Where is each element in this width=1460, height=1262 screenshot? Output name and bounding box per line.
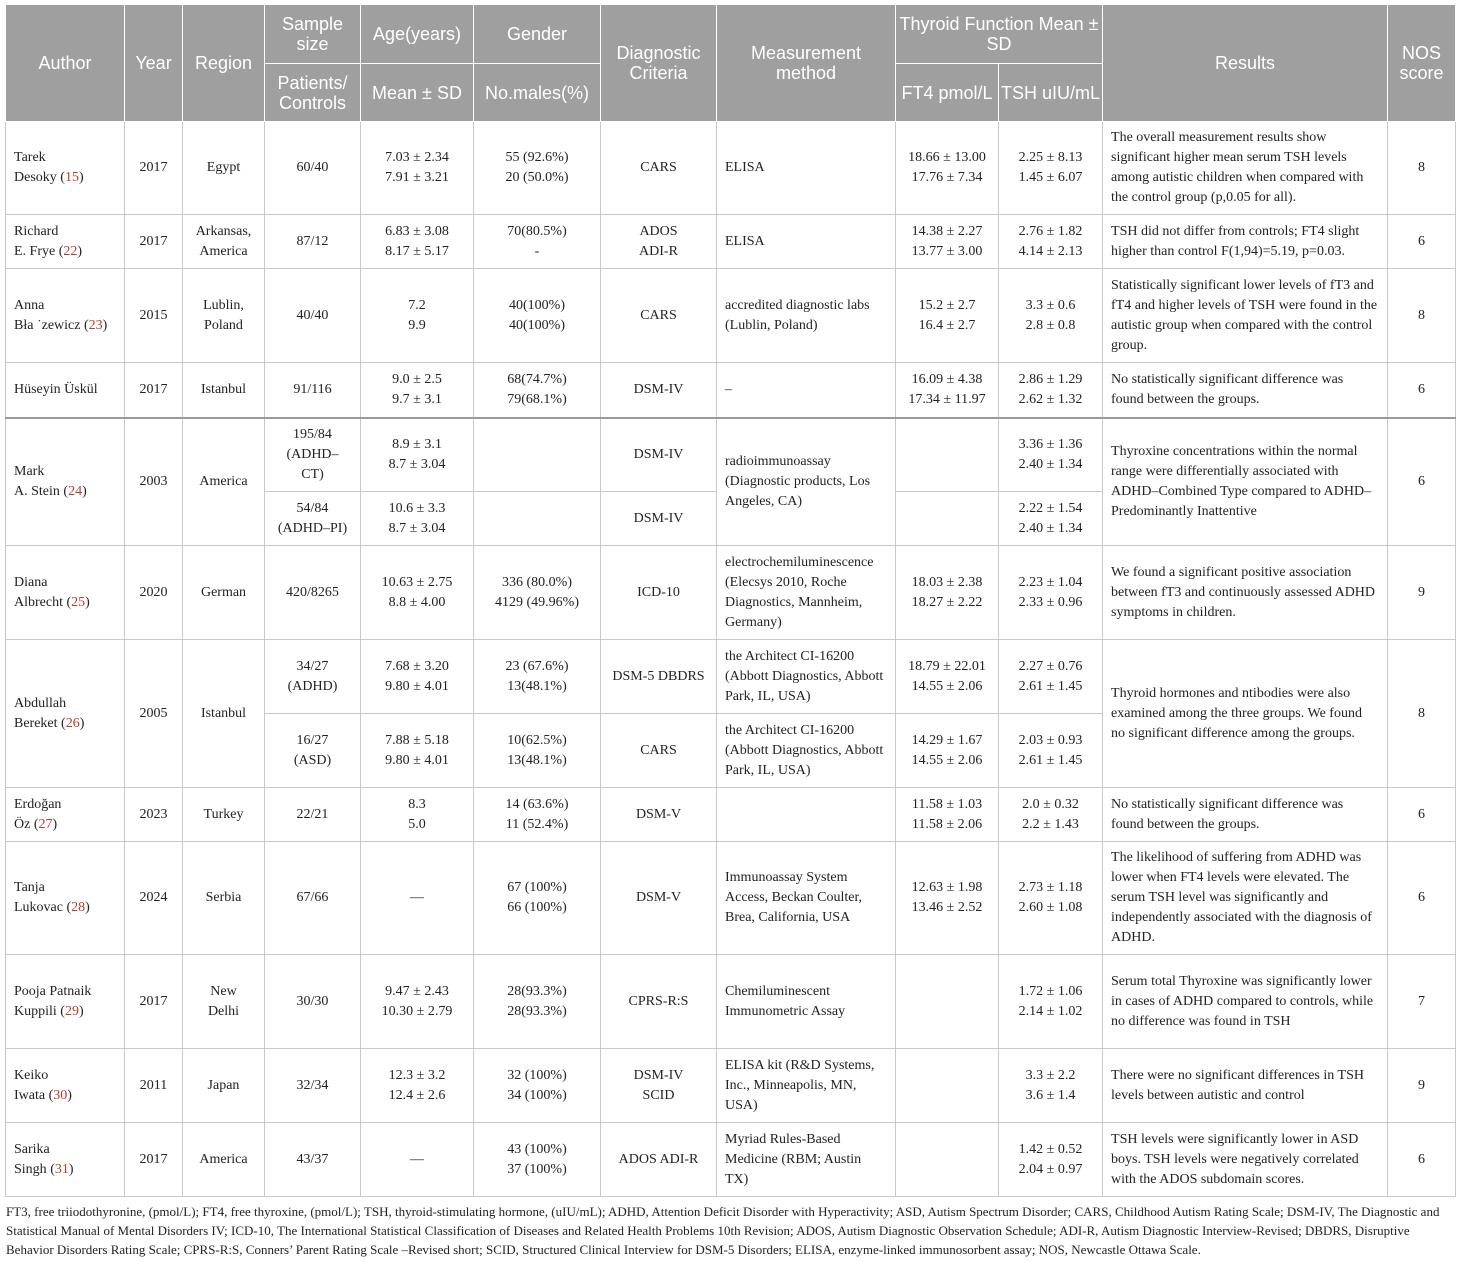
tsh-cell: 3.3 ± 0.6 2.8 ± 0.8 bbox=[999, 269, 1103, 363]
author-first: Tarek bbox=[14, 150, 46, 165]
gender-cell: 55 (92.6%) 20 (50.0%) bbox=[474, 122, 601, 215]
table-row bbox=[6, 269, 1456, 363]
ft4-cell bbox=[896, 492, 999, 546]
results-cell: The likelihood of suffering from ADHD was lower when FT4 levels were elevated. The serum TSH level was significantly and independently associated with the diagnosis of ADHD. bbox=[1103, 842, 1388, 955]
tsh-cell: 2.73 ± 1.18 2.60 ± 1.08 bbox=[999, 842, 1103, 955]
author-first: Pooja Patnaik bbox=[14, 983, 92, 999]
criteria-cell: ADOS ADI-R bbox=[601, 215, 717, 269]
table-row bbox=[6, 418, 1456, 492]
region-cell: Arkansas, America bbox=[183, 215, 265, 269]
header-criteria: Diagnostic Criteria bbox=[601, 5, 717, 122]
header-year: Year bbox=[125, 5, 183, 122]
age-cell: 7.2 9.9 bbox=[361, 269, 474, 363]
gender-cell: 70(80.5%) - bbox=[474, 215, 601, 269]
reference-link[interactable]: 25 bbox=[71, 594, 86, 610]
nos-cell: 8 bbox=[1388, 640, 1456, 788]
criteria-cell: DSM-IV bbox=[601, 492, 717, 546]
sample-cell: 54/84 (ADHD–PI) bbox=[265, 492, 361, 546]
reference-link[interactable]: 29 bbox=[64, 1003, 79, 1019]
reference-link[interactable]: 23 bbox=[88, 317, 103, 333]
region-cell: Serbia bbox=[183, 842, 265, 955]
sample-cell: 16/27 (ASD) bbox=[265, 714, 361, 788]
year-cell: 2017 bbox=[125, 215, 183, 269]
criteria-cell: DSM-V bbox=[601, 788, 717, 842]
tsh-cell: 2.27 ± 0.76 2.61 ± 1.45 bbox=[999, 640, 1103, 714]
author-cell: Hüseyin Üskül bbox=[6, 363, 125, 418]
method-cell: – bbox=[717, 363, 896, 418]
ft4-cell bbox=[896, 1123, 999, 1197]
age-cell: 7.03 ± 2.34 7.91 ± 3.21 bbox=[361, 122, 474, 215]
results-cell: Thyroxine concentrations within the normal range were differentially associated with ADHD–Combined Type compared to ADHD–Predominantly Inattentive bbox=[1103, 418, 1388, 546]
age-cell: 6.83 ± 3.08 8.17 ± 5.17 bbox=[361, 215, 474, 269]
year-cell: 2017 bbox=[125, 1123, 183, 1197]
table-row bbox=[6, 640, 1456, 714]
criteria-cell: CPRS-R:S bbox=[601, 955, 717, 1049]
year-cell: 2023 bbox=[125, 788, 183, 842]
author-cell: Mark A. Stein (24) bbox=[6, 418, 125, 546]
criteria-cell: CARS bbox=[601, 269, 717, 363]
results-cell: We found a significant positive association between fT3 and continuously assessed ADHD symptoms in children. bbox=[1103, 546, 1388, 640]
nos-cell: 7 bbox=[1388, 955, 1456, 1049]
nos-cell: 6 bbox=[1388, 842, 1456, 955]
author-cell: Anna Bła ˙zewicz (23) bbox=[6, 269, 125, 363]
results-cell: No statistically significant difference was found between the groups. bbox=[1103, 363, 1388, 418]
ft4-cell: 12.63 ± 1.98 13.46 ± 2.52 bbox=[896, 842, 999, 955]
tsh-cell: 1.72 ± 1.06 2.14 ± 1.02 bbox=[999, 955, 1103, 1049]
author-first: Sarika bbox=[14, 1141, 50, 1157]
sample-cell: 87/12 bbox=[265, 215, 361, 269]
criteria-cell: DSM-IV bbox=[601, 363, 717, 418]
gender-cell: 10(62.5%) 13(48.1%) bbox=[474, 714, 601, 788]
method-cell: electrochemiluminescence (Elecsys 2010, Roche Diagnostics, Mannheim, Germany) bbox=[717, 546, 896, 640]
author-last: Iwata bbox=[14, 1087, 46, 1103]
header-gender: Gender bbox=[474, 5, 601, 64]
author-cell: Keiko Iwata (30) bbox=[6, 1049, 125, 1123]
header-ft4: FT4 pmol/L bbox=[896, 64, 999, 122]
ft4-cell: 18.03 ± 2.38 18.27 ± 2.22 bbox=[896, 546, 999, 640]
author-cell: Richard E. Frye (22) bbox=[6, 215, 125, 269]
tsh-cell: 3.3 ± 2.2 3.6 ± 1.4 bbox=[999, 1049, 1103, 1123]
reference-link[interactable]: 22 bbox=[63, 243, 78, 259]
criteria-cell: DSM-5 DBDRS bbox=[601, 640, 717, 714]
table-row bbox=[6, 955, 1456, 1049]
author-last: Öz bbox=[14, 816, 31, 832]
tsh-cell: 2.76 ± 1.82 4.14 ± 2.13 bbox=[999, 215, 1103, 269]
tsh-cell: 2.03 ± 0.93 2.61 ± 1.45 bbox=[999, 714, 1103, 788]
year-cell: 2003 bbox=[125, 418, 183, 546]
gender-cell: 28(93.3%) 28(93.3%) bbox=[474, 955, 601, 1049]
sample-cell: 34/27 (ADHD) bbox=[265, 640, 361, 714]
author-last: Kuppili bbox=[14, 1003, 57, 1019]
age-cell: 12.3 ± 3.2 12.4 ± 2.6 bbox=[361, 1049, 474, 1123]
author-cell: Sarika Singh (31) bbox=[6, 1123, 125, 1197]
author-last: Singh bbox=[14, 1161, 47, 1177]
age-cell: 8.3 5.0 bbox=[361, 788, 474, 842]
tsh-cell: 2.86 ± 1.29 2.62 ± 1.32 bbox=[999, 363, 1103, 418]
region-cell: Istanbul bbox=[183, 640, 265, 788]
nos-cell: 9 bbox=[1388, 546, 1456, 640]
sample-cell: 30/30 bbox=[265, 955, 361, 1049]
age-cell: 7.68 ± 3.20 9.80 ± 4.01 bbox=[361, 640, 474, 714]
header-patients-controls: Patients/ Controls bbox=[265, 64, 361, 122]
results-cell: TSH levels were significantly lower in ASD boys. TSH levels were negatively correlated with the ADOS subdomain scores. bbox=[1103, 1123, 1388, 1197]
tsh-cell: 2.23 ± 1.04 2.33 ± 0.96 bbox=[999, 546, 1103, 640]
year-cell: 2024 bbox=[125, 842, 183, 955]
region-cell: America bbox=[183, 1123, 265, 1197]
author-cell: Abdullah Bereket (26) bbox=[6, 640, 125, 788]
table-row bbox=[6, 1049, 1456, 1123]
author-first: Erdoğan bbox=[14, 796, 62, 812]
ft4-cell: 18.66 ± 13.00 17.76 ± 7.34 bbox=[896, 122, 999, 215]
ft4-cell bbox=[896, 1049, 999, 1123]
region-cell: Turkey bbox=[183, 788, 265, 842]
header-age-sub: Mean ± SD bbox=[361, 64, 474, 122]
nos-cell: 9 bbox=[1388, 1049, 1456, 1123]
sample-cell: 60/40 bbox=[265, 122, 361, 215]
method-cell: radioimmunoassay (Diagnostic products, Los Angeles, CA) bbox=[717, 418, 896, 546]
region-cell: Lublin, Poland bbox=[183, 269, 265, 363]
sample-cell: 32/34 bbox=[265, 1049, 361, 1123]
criteria-cell: DSM-IV bbox=[601, 418, 717, 492]
gender-cell: 23 (67.6%) 13(48.1%) bbox=[474, 640, 601, 714]
year-cell: 2020 bbox=[125, 546, 183, 640]
region-cell: Japan bbox=[183, 1049, 265, 1123]
region-cell: Egypt bbox=[183, 122, 265, 215]
table-row bbox=[6, 1123, 1456, 1197]
author-cell: Pooja Patnaik Kuppili (29) bbox=[6, 955, 125, 1049]
author-first: Diana bbox=[14, 574, 48, 590]
author-first: Abdullah bbox=[14, 695, 67, 711]
method-cell: ELISA bbox=[717, 122, 896, 215]
author-last: Bereket bbox=[14, 715, 58, 731]
criteria-cell: ADOS ADI-R bbox=[601, 1123, 717, 1197]
criteria-cell: DSM-V bbox=[601, 842, 717, 955]
nos-cell: 8 bbox=[1388, 269, 1456, 363]
table-container bbox=[5, 4, 1455, 1259]
tsh-cell: 2.25 ± 8.13 1.45 ± 6.07 bbox=[999, 122, 1103, 215]
reference-link[interactable]: 31 bbox=[54, 1161, 69, 1177]
method-cell: the Architect CI-16200 (Abbott Diagnostics, Abbott Park, IL, USA) bbox=[717, 714, 896, 788]
author-last: E. Frye bbox=[14, 243, 56, 259]
author-last: Lukovac bbox=[14, 900, 63, 915]
gender-cell: 43 (100%) 37 (100%) bbox=[474, 1123, 601, 1197]
reference-link[interactable]: 27 bbox=[38, 816, 53, 832]
reference-link[interactable]: 15 bbox=[64, 170, 79, 185]
method-cell: Immunoassay System Access, Beckan Coulter, Brea, California, USA bbox=[717, 842, 896, 955]
age-cell: 10.6 ± 3.3 8.7 ± 3.04 bbox=[361, 492, 474, 546]
reference-link[interactable]: 26 bbox=[65, 715, 80, 731]
table-row bbox=[6, 842, 1456, 955]
header-gender-sub: No.males(%) bbox=[474, 64, 601, 122]
nos-cell: 6 bbox=[1388, 215, 1456, 269]
studies-table bbox=[5, 4, 1456, 1197]
header-age: Age(years) bbox=[361, 5, 474, 64]
table-row bbox=[6, 122, 1456, 215]
age-cell: — bbox=[361, 1123, 474, 1197]
criteria-cell: CARS bbox=[601, 714, 717, 788]
author-first: Tanja bbox=[14, 880, 45, 895]
results-cell: Serum total Thyroxine was significantly lower in cases of ADHD compared to controls, while no difference was found in TSH bbox=[1103, 955, 1388, 1049]
header-method: Measurement method bbox=[717, 5, 896, 122]
sample-cell: 195/84 (ADHD– CT) bbox=[265, 418, 361, 492]
author-cell: Tanja Lukovac (28) bbox=[6, 842, 125, 955]
ft4-cell: 14.38 ± 2.27 13.77 ± 3.00 bbox=[896, 215, 999, 269]
region-cell: New Delhi bbox=[183, 955, 265, 1049]
region-cell: Istanbul bbox=[183, 363, 265, 418]
gender-cell: 336 (80.0%) 4129 (49.96%) bbox=[474, 546, 601, 640]
table-row bbox=[6, 363, 1456, 418]
author-cell: Diana Albrecht (25) bbox=[6, 546, 125, 640]
header-results: Results bbox=[1103, 5, 1388, 122]
method-cell: ELISA kit (R&D Systems, Inc., Minneapolis, MN, USA) bbox=[717, 1049, 896, 1123]
year-cell: 2005 bbox=[125, 640, 183, 788]
gender-cell: 14 (63.6%) 11 (52.4%) bbox=[474, 788, 601, 842]
region-cell: America bbox=[183, 418, 265, 546]
author-last: Desoky bbox=[14, 170, 57, 185]
sample-cell: 22/21 bbox=[265, 788, 361, 842]
ft4-cell: 14.29 ± 1.67 14.55 ± 2.06 bbox=[896, 714, 999, 788]
author-last: A. Stein bbox=[14, 483, 60, 499]
results-cell: The overall measurement results show significant higher mean serum TSH levels among autistic children when compared with the control group (p,0.05 for all). bbox=[1103, 122, 1388, 215]
results-cell: TSH did not differ from controls; FT4 slight higher than control F(1,94)=5.19, p=0.03. bbox=[1103, 215, 1388, 269]
author-first: Mark bbox=[14, 463, 45, 479]
author-first: Keiko bbox=[14, 1067, 49, 1083]
table-body bbox=[6, 122, 1456, 1197]
nos-cell: 6 bbox=[1388, 1123, 1456, 1197]
sample-cell: 40/40 bbox=[265, 269, 361, 363]
method-cell: Chemiluminescent Immunometric Assay bbox=[717, 955, 896, 1049]
header-sample-size: Sample size bbox=[265, 5, 361, 64]
year-cell: 2017 bbox=[125, 363, 183, 418]
age-cell: — bbox=[361, 842, 474, 955]
age-cell: 9.47 ± 2.43 10.30 ± 2.79 bbox=[361, 955, 474, 1049]
year-cell: 2015 bbox=[125, 269, 183, 363]
ft4-cell: 15.2 ± 2.7 16.4 ± 2.7 bbox=[896, 269, 999, 363]
gender-cell: 40(100%) 40(100%) bbox=[474, 269, 601, 363]
age-cell: 10.63 ± 2.75 8.8 ± 4.00 bbox=[361, 546, 474, 640]
criteria-cell: DSM-IV SCID bbox=[601, 1049, 717, 1123]
author-last: Albrecht bbox=[14, 594, 63, 610]
gender-cell: 68(74.7%) 79(68.1%) bbox=[474, 363, 601, 418]
nos-cell: 6 bbox=[1388, 788, 1456, 842]
table-row bbox=[6, 546, 1456, 640]
ft4-cell: 11.58 ± 1.03 11.58 ± 2.06 bbox=[896, 788, 999, 842]
method-cell: ELISA bbox=[717, 215, 896, 269]
ft4-cell: 16.09 ± 4.38 17.34 ± 11.97 bbox=[896, 363, 999, 418]
header-author: Author bbox=[6, 5, 125, 122]
tsh-cell: 2.0 ± 0.32 2.2 ± 1.43 bbox=[999, 788, 1103, 842]
reference-link[interactable]: 28 bbox=[71, 900, 86, 915]
author-cell: Erdoğan Öz (27) bbox=[6, 788, 125, 842]
ft4-cell: 18.79 ± 22.01 14.55 ± 2.06 bbox=[896, 640, 999, 714]
sample-cell: 91/116 bbox=[265, 363, 361, 418]
sample-cell: 67/66 bbox=[265, 842, 361, 955]
gender-cell: 32 (100%) 34 (100%) bbox=[474, 1049, 601, 1123]
header-region: Region bbox=[183, 5, 265, 122]
results-cell: There were no significant differences in TSH levels between autistic and control bbox=[1103, 1049, 1388, 1123]
age-cell: 8.9 ± 3.1 8.7 ± 3.04 bbox=[361, 418, 474, 492]
nos-cell: 8 bbox=[1388, 122, 1456, 215]
method-cell: accredited diagnostic labs (Lublin, Poland) bbox=[717, 269, 896, 363]
header-tsh: TSH uIU/mL bbox=[999, 64, 1103, 122]
reference-link[interactable]: 30 bbox=[53, 1087, 68, 1103]
age-cell: 9.0 ± 2.5 9.7 ± 3.1 bbox=[361, 363, 474, 418]
gender-cell: 67 (100%) 66 (100%) bbox=[474, 842, 601, 955]
method-cell: the Architect CI-16200 (Abbott Diagnostics, Abbott Park, IL, USA) bbox=[717, 640, 896, 714]
nos-cell: 6 bbox=[1388, 363, 1456, 418]
year-cell: 2017 bbox=[125, 955, 183, 1049]
header-thyroid: Thyroid Function Mean ± SD bbox=[896, 5, 1103, 64]
author-cell: Tarek Desoky (15) bbox=[6, 122, 125, 215]
results-cell: Thyroid hormones and ntibodies were also examined among the three groups. We found no significant difference among the groups. bbox=[1103, 640, 1388, 788]
table-footnote: FT3, free triiodothyronine, (pmol/L); FT4, free thyroxine, (pmol/L); TSH, thyroid-stimulating hormone, (uIU/mL); ADHD, Attention Deficit Disorder with Hyperactivity; ASD, Autism Spectrum Disorder; CARS, Childhood Autism Rating Scale; DSM-IV, The Diagnostic and Statistical Manual of Mental Disorders IV; ICD-10, The International Statistical Classification of Diseases and Related Health Problems 10th Revision; ADOS, Autism Diagnostic Observation Schedule; ADI-R, Autism Diagnostic Interview-Revised; DBDRS, Disruptive Behavior Disorders Rating Scale; CPRS-R:S, Conners’ Parent Rating Scale –Revised short; SCID, Structured Clinical Interview for DSM-5 Disorders; ELISA, enzyme-linked immunosorbent assay; NOS, Newcastle Ottawa Scale. bbox=[6, 1204, 1440, 1257]
results-cell: Statistically significant lower levels of fT3 and fT4 and higher levels of TSH were found in the autistic group when compared with the control group. bbox=[1103, 269, 1388, 363]
author-first: Anna bbox=[14, 297, 45, 313]
year-cell: 2011 bbox=[125, 1049, 183, 1123]
tsh-cell: 1.42 ± 0.52 2.04 ± 0.97 bbox=[999, 1123, 1103, 1197]
nos-cell: 6 bbox=[1388, 418, 1456, 546]
year-cell: 2017 bbox=[125, 122, 183, 215]
author-first: Richard bbox=[14, 223, 59, 239]
ft4-cell bbox=[896, 955, 999, 1049]
header-nos: NOS score bbox=[1388, 5, 1456, 122]
tsh-cell: 2.22 ± 1.54 2.40 ± 1.34 bbox=[999, 492, 1103, 546]
sample-cell: 43/37 bbox=[265, 1123, 361, 1197]
table-row bbox=[6, 788, 1456, 842]
sample-cell: 420/8265 bbox=[265, 546, 361, 640]
method-cell bbox=[717, 788, 896, 842]
criteria-cell: ICD-10 bbox=[601, 546, 717, 640]
author-last: Bła ˙zewicz bbox=[14, 317, 81, 333]
ft4-cell bbox=[896, 418, 999, 492]
region-cell: German bbox=[183, 546, 265, 640]
age-cell: 7.88 ± 5.18 9.80 ± 4.01 bbox=[361, 714, 474, 788]
gender-cell bbox=[474, 418, 601, 492]
method-cell: Myriad Rules-Based Medicine (RBM; Austin TX) bbox=[717, 1123, 896, 1197]
results-cell: No statistically significant difference was found between the groups. bbox=[1103, 788, 1388, 842]
table-row bbox=[6, 215, 1456, 269]
reference-link[interactable]: 24 bbox=[68, 483, 83, 499]
criteria-cell: CARS bbox=[601, 122, 717, 215]
gender-cell bbox=[474, 492, 601, 546]
tsh-cell: 3.36 ± 1.36 2.40 ± 1.34 bbox=[999, 418, 1103, 492]
